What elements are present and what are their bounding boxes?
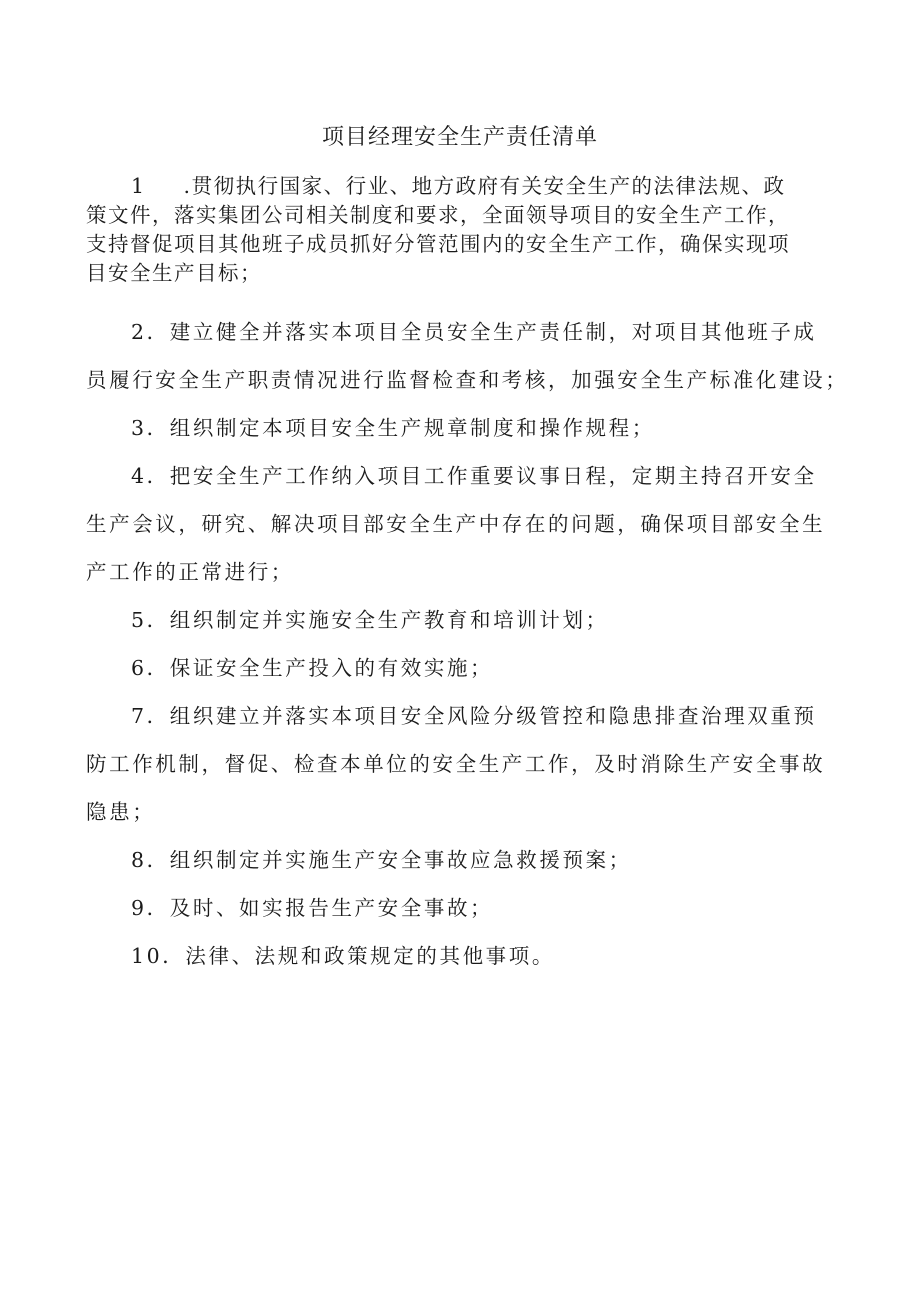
document-title: 项目经理安全生产责任清单: [321, 125, 598, 150]
paragraph-line: 8．组织制定并实施生产安全事故应急救援预案；: [131, 848, 632, 872]
list-item: [86, 692, 831, 836]
paragraph-line: 员履行安全生产职责情况进行监督检查和考核，加强安全生产标准化建设；: [86, 368, 849, 392]
paragraph-line: 7．组织建立并落实本项目安全风险分级管控和隐患排查治理双重预: [131, 704, 817, 728]
paragraph-line: 4．把安全生产工作纳入项目工作重要议事日程，定期主持召开安全: [131, 464, 817, 488]
paragraph-line: 策文件，落实集团公司相关制度和要求，全面领导项目的安全生产工作，: [86, 203, 790, 227]
item-number: 1: [131, 174, 146, 198]
paragraph-line: 6．保证安全生产投入的有效实施；: [131, 656, 494, 680]
paragraph-line: 生产会议，研究、解决项目部安全生产中存在的问题，确保项目部安全生: [86, 512, 826, 536]
paragraph-line: 隐患；: [86, 800, 156, 824]
paragraph-line: 产工作的正常进行；: [86, 560, 294, 584]
paragraph-line: 5．组织制定并实施安全生产教育和培训计划；: [131, 608, 609, 632]
paragraph-line: 10．法律、法规和政策规定的其他事项。: [131, 944, 555, 968]
list-item: [86, 452, 831, 596]
paragraph-line: [86, 172, 831, 201]
paragraph-line: 目安全生产目标；: [86, 261, 262, 285]
list-item: [86, 884, 831, 932]
paragraph-line: 防工作机制，督促、检查本单位的安全生产工作，及时消除生产安全事故: [86, 752, 826, 776]
list-item: [86, 596, 831, 644]
list-item: [86, 172, 831, 288]
list-item: [86, 644, 831, 692]
paragraph-line: 9．及时、如实报告生产安全事故；: [131, 896, 494, 920]
list-item: [86, 308, 849, 404]
paragraph-text: .贯彻执行国家、行业、地方政府有关安全生产的法律法规、政: [183, 174, 786, 198]
paragraph-line: 3．组织制定本项目安全生产规章制度和操作规程；: [131, 416, 655, 440]
list-item: [86, 932, 831, 980]
list-item: [86, 404, 831, 452]
list-item: [86, 836, 831, 884]
paragraph-line: 2．建立健全并落实本项目全员安全生产责任制，对项目其他班子成: [131, 320, 817, 344]
paragraph-line: 支持督促项目其他班子成员抓好分管范围内的安全生产工作，确保实现项: [86, 232, 790, 256]
